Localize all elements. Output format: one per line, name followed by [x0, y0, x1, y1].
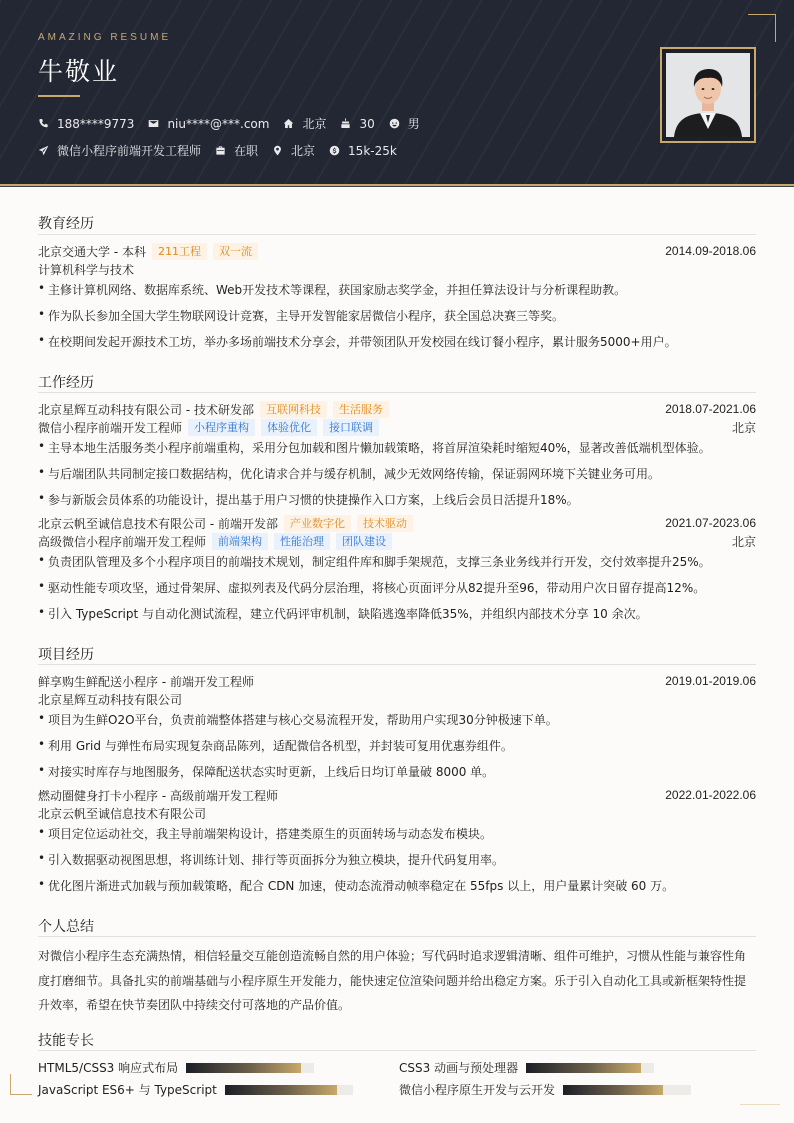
gender-icon — [389, 118, 400, 129]
education-bullet: • 作为队长参加全国大学生物联网设计竞赛，主导开发智能家居微信小程序，获全国总决赛三等奖。 — [38, 307, 565, 323]
section-title-work: 工作经历 — [38, 375, 94, 391]
skill-name: 微信小程序原生开发与云开发 — [399, 1083, 556, 1097]
skill-bar — [526, 1063, 654, 1073]
skill-bar-fill — [186, 1063, 301, 1073]
role-tag: 接口联调 — [323, 419, 379, 436]
name-underline — [38, 95, 80, 97]
phone-icon — [38, 118, 49, 129]
project-name: 燃动圈健身打卡小程序 - 高级前端开发工程师 — [38, 788, 278, 803]
briefcase-icon — [215, 145, 226, 156]
project-company: 北京云帆至诚信息技术有限公司 — [38, 806, 207, 821]
project-date: 2022.01-2022.06 — [665, 788, 756, 802]
section-rule — [38, 664, 756, 665]
skill-name: HTML5/CSS3 响应式布局 — [38, 1061, 179, 1075]
skill-bar-fill — [526, 1063, 641, 1073]
profile-photo — [666, 53, 750, 137]
project-row — [38, 787, 756, 803]
role-tag: 体验优化 — [261, 419, 317, 436]
project-bullet: • 引入数据驱动视图思想，将训练计划、排行等页面拆分为独立模块，提升代码复用率。 — [38, 851, 505, 867]
work-role-row — [38, 533, 756, 549]
gender-text: 男 — [407, 117, 420, 131]
age-info — [340, 117, 374, 131]
header-shadow-line — [0, 186, 794, 187]
project-date: 2019.01-2019.06 — [665, 674, 756, 688]
role-tag: 前端架构 — [212, 533, 268, 550]
section-rule — [38, 392, 756, 393]
age-text: 30 — [359, 116, 375, 131]
education-date: 2014.09-2018.06 — [665, 244, 756, 258]
target-city-info — [272, 142, 315, 159]
corner-ornament — [10, 1074, 11, 1095]
send-icon — [38, 145, 49, 156]
corner-ornament — [740, 1104, 780, 1105]
role-name: 微信小程序前端开发工程师 — [38, 420, 183, 435]
project-bullet: • 优化图片渐进式加载与预加载策略，配合 CDN 加速，使动态流滑动帧率稳定在 55fps 以上，用户量累计突破 60 万。 — [38, 877, 675, 893]
education-bullet: • 在校期间发起开源技术工坊，举办多场前端技术分享会，并带领团队开发校园在线订餐小程序，累计服务5000+用户。 — [38, 333, 677, 349]
role-tag: 团队建设 — [336, 533, 392, 550]
salary-text: 15k-25k — [348, 143, 397, 158]
city-info — [283, 115, 326, 132]
work-bullet: • 负责团队管理及多个小程序项目的前端技术规划，制定组件库和脚手架规范，支撑三条业务线并行开发，交付效率提升25%。 — [38, 553, 711, 569]
status-text: 在职 — [234, 144, 259, 158]
major-row — [38, 261, 756, 277]
skill-item — [399, 1081, 691, 1098]
role-tag: 小程序重构 — [188, 419, 255, 436]
contact-row — [38, 115, 434, 132]
skill-bar — [563, 1085, 691, 1095]
section-title-projects: 项目经历 — [38, 647, 94, 663]
section-title-summary: 个人总结 — [38, 919, 94, 935]
work-bullet: • 主导本地生活服务类小程序前端重构，采用分包加载和图片懒加载策略，将首屏渲染耗时缩短40%，显著改善低端机型体验。 — [38, 439, 711, 455]
company-tag: 技术驱动 — [357, 515, 413, 532]
salary-info — [329, 144, 397, 158]
role-name: 高级微信小程序前端开发工程师 — [38, 534, 207, 549]
company-tag: 生活服务 — [333, 401, 389, 418]
work-location: 北京 — [731, 534, 756, 549]
city-text: 北京 — [302, 117, 327, 131]
section-title-skills: 技能专长 — [38, 1033, 94, 1049]
project-bullet: • 项目定位运动社交，我主导前端架构设计，搭建类原生的页面转场与动态发布模块。 — [38, 825, 493, 841]
email-info — [148, 117, 269, 131]
project-company-row — [38, 691, 756, 707]
section-title-education: 教育经历 — [38, 216, 94, 232]
work-date: 2018.07-2021.06 — [665, 402, 756, 416]
skill-item — [38, 1081, 353, 1098]
skill-name: CSS3 动画与预处理器 — [399, 1061, 519, 1075]
company-name: 北京星辉互动科技有限公司 - 技术研发部 — [38, 402, 254, 417]
email-text: niu****@***.com — [167, 116, 270, 131]
gender-info — [389, 115, 420, 132]
cake-icon — [340, 118, 351, 129]
corner-ornament — [775, 14, 776, 42]
skill-name: JavaScript ES6+ 与 TypeScript — [38, 1083, 217, 1097]
section-rule — [38, 1050, 756, 1051]
work-role-row — [38, 419, 756, 435]
work-location: 北京 — [731, 420, 756, 435]
work-bullet: • 参与新版会员体系的功能设计，提出基于用户习惯的快捷操作入口方案，上线后会员日活提升18%。 — [38, 491, 579, 507]
school-tag: 双一流 — [213, 243, 258, 260]
target-city-text: 北京 — [291, 144, 316, 158]
job-title-info — [38, 142, 201, 159]
skill-bar — [186, 1063, 314, 1073]
project-bullet: • 项目为生鲜O2O平台，负责前端整体搭建与核心交易流程开发，帮助用户实现30分钟极速下单。 — [38, 711, 558, 727]
tagline: AMAZING RESUME — [38, 32, 172, 43]
education-bullet: • 主修计算机网络、数据库系统、Web开发技术等课程，获国家励志奖学金，并担任算法设计与分析课程助教。 — [38, 281, 627, 297]
work-company-row — [38, 515, 756, 531]
intent-row — [38, 142, 411, 159]
mail-icon — [148, 118, 159, 129]
work-bullet: • 驱动性能专项攻坚，通过骨架屏、虚拟列表及代码分层治理，将核心页面评分从82提升至96，带动用户次日留存提高12%。 — [38, 579, 706, 595]
phone-info — [38, 117, 134, 131]
school-name: 北京交通大学 - 本科 — [38, 244, 146, 259]
project-row — [38, 673, 756, 689]
skill-bar-fill — [225, 1085, 338, 1095]
profile-photo-frame — [660, 47, 756, 143]
corner-ornament — [10, 1094, 32, 1095]
education-row — [38, 243, 756, 259]
project-name: 鲜享购生鲜配送小程序 - 前端开发工程师 — [38, 674, 254, 689]
money-icon — [329, 145, 340, 156]
company-tag: 产业数字化 — [284, 515, 351, 532]
project-bullet: • 利用 Grid 与弹性布局实现复杂商品陈列，适配微信各机型，并封装可复用优惠券组件。 — [38, 737, 513, 753]
skill-bar — [225, 1085, 353, 1095]
location-pin-icon — [272, 145, 283, 156]
summary-text: 对微信小程序生态充满热情，相信轻量交互能创造流畅自然的用户体验；写代码时追求逻辑清晰、组件可维护，习惯从性能与兼容性角度打磨细节。具备扎实的前端基础与小程序原生开发能力，能快速定位渲染问题并给出稳定方案。乐于引入自动化工具或新框架特性提升效率，希望在快节奏团队中持续交付可落地的产品价值。 — [38, 949, 747, 1012]
work-date: 2021.07-2023.06 — [665, 516, 756, 530]
role-tag: 性能治理 — [274, 533, 330, 550]
section-rule — [38, 936, 756, 937]
resume-header — [0, 0, 794, 184]
project-company-row — [38, 805, 756, 821]
work-company-row — [38, 401, 756, 417]
candidate-name: 牛敬业 — [38, 57, 120, 86]
status-info — [215, 142, 258, 159]
avatar-illustration — [666, 53, 750, 137]
work-bullet: • 引入 TypeScript 与自动化测试流程，建立代码评审机制，缺陷逃逸率降低35%，并组织内部技术分享 10 余次。 — [38, 605, 648, 621]
skill-bar-fill — [563, 1085, 663, 1095]
work-bullet: • 与后端团队共同制定接口数据结构，优化请求合并与缓存机制，减少无效网络传输，保证弱网环境下关键业务可用。 — [38, 465, 661, 481]
skill-item — [399, 1059, 654, 1076]
job-title-text: 微信小程序前端开发工程师 — [57, 144, 202, 158]
skill-item — [38, 1059, 314, 1076]
phone-text: 188****9773 — [57, 116, 135, 131]
corner-ornament — [748, 14, 776, 15]
project-company: 北京星辉互动科技有限公司 — [38, 692, 183, 707]
home-icon — [283, 118, 294, 129]
project-bullet: • 对接实时库存与地图服务，保障配送状态实时更新，上线后日均订单量破 8000 单。 — [38, 763, 495, 779]
company-name: 北京云帆至诚信息技术有限公司 - 前端开发部 — [38, 516, 278, 531]
section-rule — [38, 234, 756, 235]
company-tag: 互联网科技 — [260, 401, 327, 418]
major-name: 计算机科学与技术 — [38, 262, 135, 277]
school-tag: 211工程 — [152, 243, 207, 260]
